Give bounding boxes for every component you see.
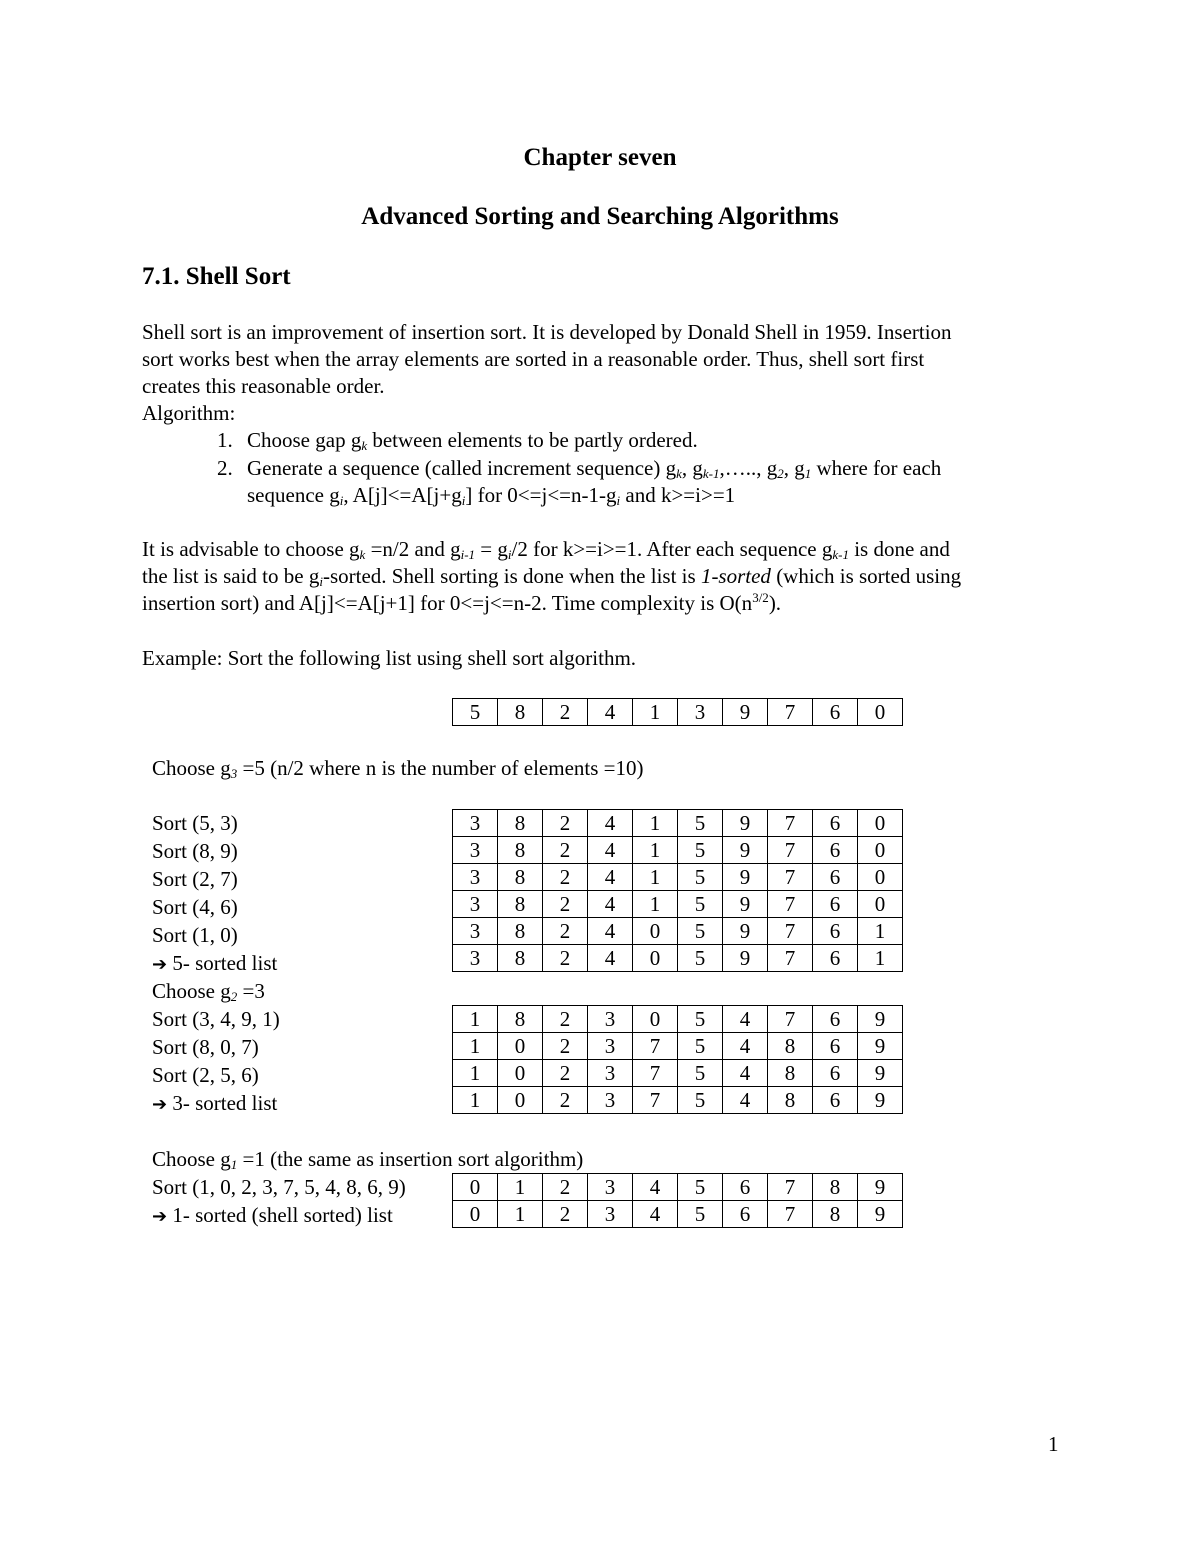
- g3-labels: [152, 809, 277, 979]
- array-cell: 4: [723, 1060, 768, 1087]
- subscript: i: [461, 493, 466, 508]
- step-label-text: Sort (2, 5, 6): [152, 1063, 259, 1087]
- array-cell: 5: [678, 891, 723, 918]
- array-cell: 9: [858, 1174, 903, 1201]
- step-text: where for each: [811, 456, 942, 480]
- array-cell: 7: [768, 1006, 813, 1033]
- array-cell: 7: [633, 1033, 678, 1060]
- array-cell: 9: [723, 945, 768, 972]
- step-label: [152, 921, 277, 949]
- step-label: [152, 1033, 280, 1061]
- intro-line: sort works best when the array elements are sorted in a reasonable order. Thus, shell sort first: [142, 347, 925, 371]
- array-cell: 6: [813, 945, 858, 972]
- array-cell: 4: [588, 864, 633, 891]
- array-cell: 8: [498, 864, 543, 891]
- step-text: sequence g: [247, 483, 340, 507]
- array-cell: 2: [543, 810, 588, 837]
- para-text: (which is sorted using: [770, 564, 962, 588]
- array-cell: 9: [723, 810, 768, 837]
- choose-text: =5 (n/2 where n is the number of elements =10): [237, 756, 644, 780]
- array-cell: 2: [543, 891, 588, 918]
- array-cell: 1: [498, 1174, 543, 1201]
- choose-g2-line: [152, 978, 265, 1005]
- array-cell: 9: [858, 1033, 903, 1060]
- chapter-subtitle: Advanced Sorting and Searching Algorithms: [361, 203, 839, 230]
- table-row: [453, 1006, 903, 1033]
- step-text: , g: [681, 456, 703, 480]
- array-cell: 4: [588, 918, 633, 945]
- array-cell: 3: [453, 918, 498, 945]
- array-cell: 6: [813, 1087, 858, 1114]
- array-cell: 4: [588, 945, 633, 972]
- arrow-icon: ➔: [152, 1206, 168, 1227]
- array-cell: 1: [453, 1033, 498, 1060]
- step-label-text: Sort (1, 0): [152, 923, 238, 947]
- step-text: Choose gap g: [247, 428, 362, 452]
- step-label-text: 3- sorted list: [172, 1091, 278, 1115]
- choose-text: Choose g: [152, 1147, 231, 1171]
- chapter-title: Chapter seven: [523, 144, 677, 171]
- array-cell: 3: [453, 864, 498, 891]
- step-text: between elements to be partly ordered.: [367, 428, 698, 452]
- array-cell: 5: [678, 918, 723, 945]
- array-cell: 5: [678, 1060, 723, 1087]
- subscript: k: [361, 438, 368, 453]
- array-cell: 7: [768, 891, 813, 918]
- array-cell: 8: [498, 945, 543, 972]
- step-label: [152, 809, 277, 837]
- array-cell: 3: [588, 1174, 633, 1201]
- subscript: i: [507, 547, 512, 562]
- array-cell: 1: [453, 1006, 498, 1033]
- array-cell: 0: [633, 945, 678, 972]
- para-text: It is advisable to choose g: [142, 537, 360, 561]
- g2-table: [452, 1005, 903, 1114]
- array-cell: 6: [723, 1201, 768, 1228]
- subscript: 3: [230, 766, 238, 781]
- array-cell: 1: [858, 918, 903, 945]
- array-cell: 6: [813, 699, 858, 726]
- step-1: [217, 427, 233, 454]
- array-cell: 7: [768, 837, 813, 864]
- algorithm-label: Algorithm:: [142, 401, 236, 425]
- array-cell: 8: [498, 891, 543, 918]
- step-label-text: 5- sorted list: [172, 951, 278, 975]
- page-number: 1: [1048, 1432, 1059, 1456]
- table-row: [453, 810, 903, 837]
- step-label: [152, 1201, 406, 1231]
- array-cell: 5: [678, 1201, 723, 1228]
- step-label-text: Sort (8, 0, 7): [152, 1035, 259, 1059]
- array-cell: 2: [543, 1174, 588, 1201]
- step-text: , g: [783, 456, 805, 480]
- array-cell: 8: [498, 918, 543, 945]
- g1-labels: [152, 1173, 406, 1231]
- array-cell: 1: [453, 1087, 498, 1114]
- array-cell: 6: [813, 918, 858, 945]
- step-label: [152, 1061, 280, 1089]
- array-cell: 5: [453, 699, 498, 726]
- array-cell: 7: [768, 1201, 813, 1228]
- choose-text: =1 (the same as insertion sort algorithm): [237, 1147, 584, 1171]
- array-cell: 0: [498, 1087, 543, 1114]
- array-cell: 2: [543, 1087, 588, 1114]
- table-row: [453, 1087, 903, 1114]
- g1-table: [452, 1173, 903, 1228]
- step-label: [152, 1005, 280, 1033]
- array-cell: 5: [678, 1174, 723, 1201]
- array-cell: 0: [858, 864, 903, 891]
- array-cell: 3: [588, 1033, 633, 1060]
- array-cell: 6: [813, 810, 858, 837]
- array-cell: 6: [813, 1060, 858, 1087]
- array-cell: 3: [588, 1006, 633, 1033]
- array-cell: 4: [633, 1174, 678, 1201]
- array-cell: 7: [633, 1087, 678, 1114]
- step-label: [152, 1173, 406, 1201]
- step-label: [152, 865, 277, 893]
- array-cell: 9: [858, 1201, 903, 1228]
- array-cell: 4: [723, 1033, 768, 1060]
- array-cell: 0: [453, 1174, 498, 1201]
- arrow-icon: ➔: [152, 954, 168, 975]
- table-row: [453, 1060, 903, 1087]
- array-cell: 3: [588, 1087, 633, 1114]
- array-cell: 9: [858, 1006, 903, 1033]
- subscript: i: [616, 493, 621, 508]
- array-cell: 2: [543, 1006, 588, 1033]
- step-text: Generate a sequence (called increment sequence) g: [247, 456, 677, 480]
- array-cell: 4: [633, 1201, 678, 1228]
- para-text: /2 for k>=i>=1. After each sequence g: [511, 537, 833, 561]
- table-row: [453, 1174, 903, 1201]
- superscript: 3/2: [752, 590, 769, 605]
- step-label: [152, 1089, 280, 1119]
- para-text: ).: [768, 591, 782, 615]
- step-2: [217, 455, 233, 482]
- subscript: 2: [777, 466, 784, 481]
- array-cell: 3: [453, 810, 498, 837]
- array-cell: 9: [723, 699, 768, 726]
- intro-line: Shell sort is an improvement of insertion sort. It is developed by Donald Shell in 1959. Insertion: [142, 320, 952, 344]
- initial-list-table: [452, 698, 903, 726]
- section-title: 7.1. Shell Sort: [142, 263, 291, 290]
- array-cell: 8: [768, 1033, 813, 1060]
- array-cell: 8: [813, 1201, 858, 1228]
- array-cell: 7: [768, 945, 813, 972]
- subscript: i-1: [460, 547, 476, 562]
- array-cell: 5: [678, 1087, 723, 1114]
- array-cell: 3: [588, 1201, 633, 1228]
- array-cell: 2: [543, 918, 588, 945]
- array-cell: 6: [813, 1006, 858, 1033]
- array-cell: 1: [498, 1201, 543, 1228]
- step-text: , A[j]<=A[j+g: [343, 483, 462, 507]
- table-row: [453, 1201, 903, 1228]
- array-cell: 6: [813, 891, 858, 918]
- array-cell: 9: [723, 918, 768, 945]
- array-cell: 3: [588, 1060, 633, 1087]
- step-label-text: Sort (2, 7): [152, 867, 238, 891]
- table-row: [453, 918, 903, 945]
- array-cell: 7: [768, 699, 813, 726]
- step-text: and k>=i>=1: [620, 483, 736, 507]
- array-cell: 9: [858, 1087, 903, 1114]
- array-cell: 1: [453, 1060, 498, 1087]
- step-text: ,….., g: [719, 456, 778, 480]
- array-cell: 0: [633, 1006, 678, 1033]
- step-label: [152, 949, 277, 979]
- table-row: [453, 699, 903, 726]
- choose-g3-line: [152, 755, 644, 782]
- array-cell: 0: [498, 1060, 543, 1087]
- array-cell: 1: [633, 699, 678, 726]
- step-label-text: Sort (1, 0, 2, 3, 7, 5, 4, 8, 6, 9): [152, 1175, 406, 1199]
- array-cell: 5: [678, 1033, 723, 1060]
- array-cell: 6: [813, 864, 858, 891]
- step-label-text: Sort (8, 9): [152, 839, 238, 863]
- array-cell: 2: [543, 837, 588, 864]
- g3-table: [452, 809, 903, 972]
- array-cell: 1: [858, 945, 903, 972]
- array-cell: 0: [858, 810, 903, 837]
- array-cell: 9: [858, 1060, 903, 1087]
- intro-paragraph: [142, 319, 952, 427]
- table-row: [453, 864, 903, 891]
- choose-text: =3: [237, 979, 265, 1003]
- array-cell: 2: [543, 1033, 588, 1060]
- array-cell: 9: [723, 864, 768, 891]
- array-cell: 1: [633, 891, 678, 918]
- array-cell: 5: [678, 810, 723, 837]
- array-cell: 8: [498, 699, 543, 726]
- subscript: k-1: [832, 547, 849, 562]
- step-label-text: Sort (5, 3): [152, 811, 238, 835]
- array-cell: 9: [723, 891, 768, 918]
- subscript: k: [676, 466, 682, 481]
- array-cell: 6: [723, 1174, 768, 1201]
- step-label: [152, 893, 277, 921]
- table-row: [453, 837, 903, 864]
- array-cell: 8: [768, 1060, 813, 1087]
- array-cell: 2: [543, 945, 588, 972]
- para-text: is done and: [848, 537, 950, 561]
- array-cell: 7: [633, 1060, 678, 1087]
- para-text: the list is said to be g: [142, 564, 320, 588]
- para-text: -sorted. Shell sorting is done when the list is: [322, 564, 701, 588]
- array-cell: 2: [543, 1060, 588, 1087]
- subscript: i: [339, 493, 344, 508]
- table-row: [453, 1033, 903, 1060]
- subscript: k: [359, 547, 366, 562]
- arrow-icon: ➔: [152, 1094, 168, 1115]
- array-cell: 0: [858, 891, 903, 918]
- choose-g1-line: [152, 1146, 583, 1173]
- g2-labels: [152, 1005, 280, 1119]
- explanation-paragraph: [142, 536, 961, 617]
- array-cell: 8: [498, 810, 543, 837]
- array-cell: 6: [813, 837, 858, 864]
- array-cell: 7: [768, 864, 813, 891]
- array-cell: 0: [858, 699, 903, 726]
- example-label: Example: Sort the following list using shell sort algorithm.: [142, 646, 637, 670]
- array-cell: 0: [453, 1201, 498, 1228]
- para-text: insertion sort) and A[j]<=A[j+1] for 0<=j<=n-2. Time complexity is O(n: [142, 591, 753, 615]
- step-label: [152, 837, 277, 865]
- array-cell: 6: [813, 1033, 858, 1060]
- table-row: [453, 891, 903, 918]
- step-label-text: Sort (3, 4, 9, 1): [152, 1007, 280, 1031]
- array-cell: 0: [633, 918, 678, 945]
- array-cell: 2: [543, 864, 588, 891]
- step-number: 2.: [217, 456, 233, 480]
- array-cell: 4: [588, 810, 633, 837]
- array-cell: 1: [633, 810, 678, 837]
- subscript: 2: [230, 989, 238, 1004]
- subscript: 1: [230, 1157, 238, 1172]
- step-text: ] for 0<=j<=n-1-g: [465, 483, 617, 507]
- array-cell: 8: [768, 1087, 813, 1114]
- para-text: = g: [475, 537, 508, 561]
- subscript: k-1: [702, 466, 720, 481]
- array-cell: 4: [723, 1087, 768, 1114]
- array-cell: 7: [768, 810, 813, 837]
- array-cell: 4: [588, 699, 633, 726]
- subscript: i: [319, 574, 323, 589]
- para-text: =n/2 and g: [365, 537, 461, 561]
- step-1-text: [247, 427, 698, 454]
- array-cell: 7: [768, 1174, 813, 1201]
- subscript: 1: [804, 466, 812, 481]
- array-cell: 3: [678, 699, 723, 726]
- step-number: 1.: [217, 428, 233, 452]
- array-cell: 3: [453, 837, 498, 864]
- array-cell: 0: [498, 1033, 543, 1060]
- array-cell: 3: [453, 945, 498, 972]
- array-cell: 3: [453, 891, 498, 918]
- array-cell: 2: [543, 699, 588, 726]
- array-cell: 1: [633, 837, 678, 864]
- array-cell: 7: [768, 918, 813, 945]
- step-2-text: [247, 455, 941, 509]
- array-cell: 8: [498, 1006, 543, 1033]
- array-cell: 5: [678, 837, 723, 864]
- step-label-text: Sort (4, 6): [152, 895, 238, 919]
- choose-text: Choose g: [152, 979, 231, 1003]
- array-cell: 5: [678, 1006, 723, 1033]
- array-cell: 5: [678, 864, 723, 891]
- array-cell: 8: [498, 837, 543, 864]
- choose-text: Choose g: [152, 756, 231, 780]
- table-row: [453, 945, 903, 972]
- intro-line: creates this reasonable order.: [142, 374, 385, 398]
- array-cell: 1: [633, 864, 678, 891]
- step-label-text: 1- sorted (shell sorted) list: [172, 1203, 393, 1227]
- array-cell: 4: [588, 891, 633, 918]
- array-cell: 5: [678, 945, 723, 972]
- italic-term: 1-sorted: [700, 564, 771, 588]
- array-cell: 4: [723, 1006, 768, 1033]
- array-cell: 0: [858, 837, 903, 864]
- array-cell: 8: [813, 1174, 858, 1201]
- array-cell: 4: [588, 837, 633, 864]
- array-cell: 9: [723, 837, 768, 864]
- array-cell: 2: [543, 1201, 588, 1228]
